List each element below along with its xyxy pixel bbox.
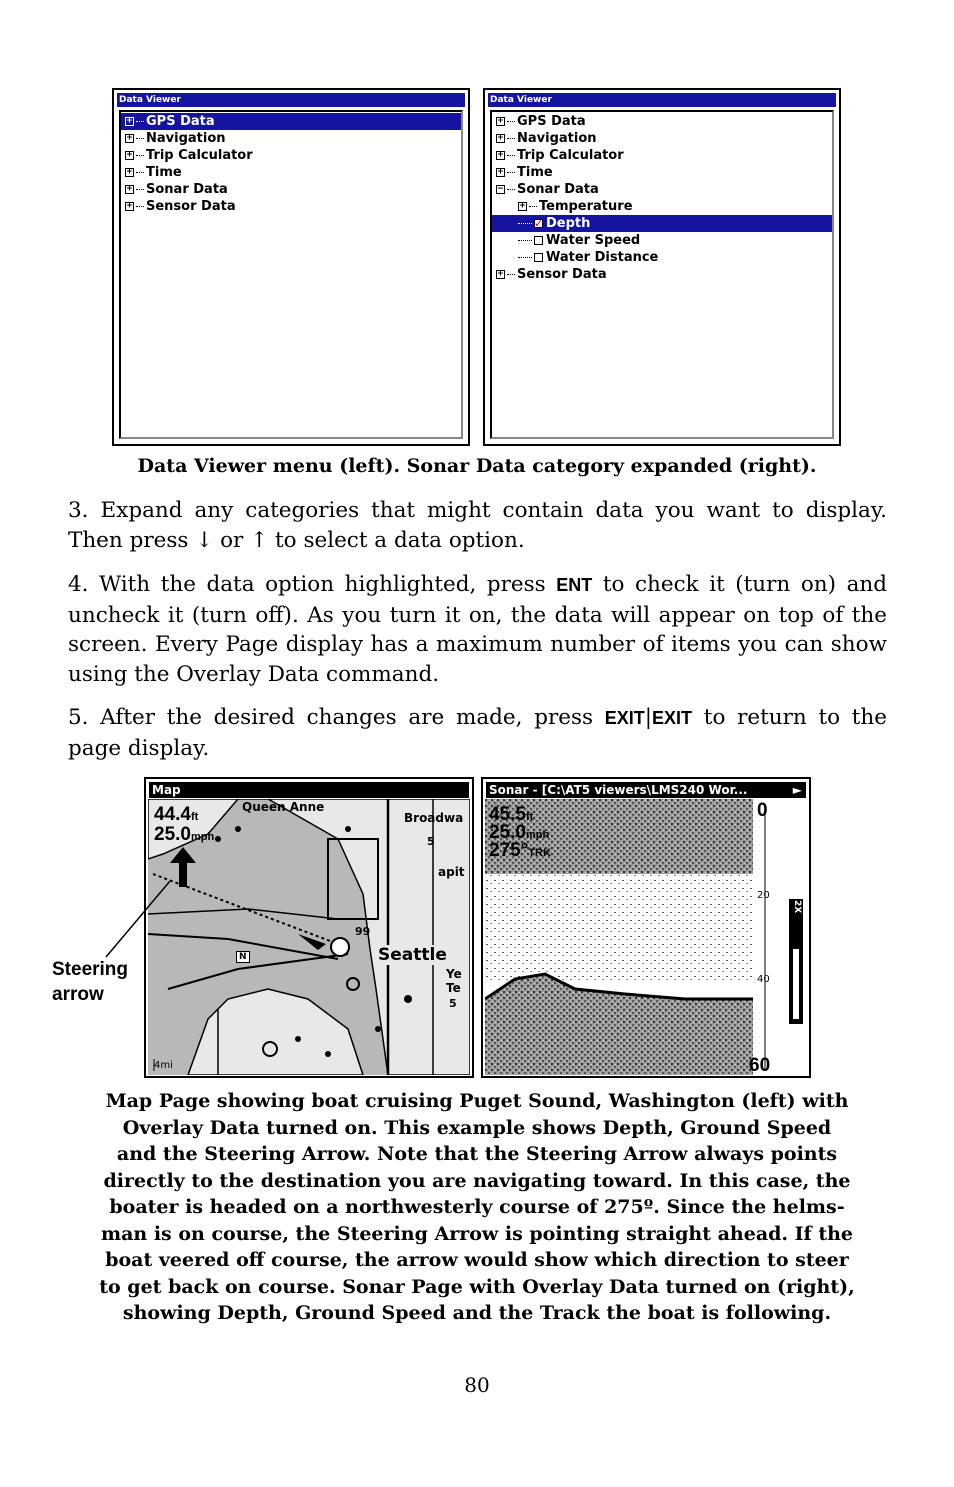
expand-icon[interactable]: +	[497, 167, 504, 177]
tree-connector	[529, 206, 537, 207]
place-label-capitol: apit	[438, 865, 465, 879]
tree-connector	[507, 138, 515, 139]
tree-connector	[136, 121, 144, 122]
track-unit: TRK	[528, 847, 551, 859]
tree-item-label: Trip Calculator	[146, 148, 253, 163]
figure-caption-2	[40, 1088, 914, 1327]
tree-connector	[136, 189, 144, 190]
scroll-right-icon: ►	[792, 783, 802, 797]
track-value: 275°	[489, 840, 529, 861]
sonar-title-bar	[486, 782, 806, 798]
category-tree	[492, 113, 832, 283]
place-label-te: Te	[446, 981, 461, 995]
tree-connector	[518, 257, 532, 258]
tree-item-label: Temperature	[539, 199, 633, 214]
tree-connector	[507, 172, 515, 173]
callout-line-1: Steering	[52, 959, 129, 980]
tree-item-label: Time	[517, 165, 553, 180]
tree-item-label: Sonar Data	[146, 182, 228, 197]
tree-connector	[507, 155, 515, 156]
map-page-screenshot	[144, 777, 474, 1078]
speed-readout	[154, 825, 214, 847]
data-viewer-right-screenshot	[483, 88, 841, 446]
data-viewer-left-screenshot	[112, 88, 470, 446]
map-scale: 4mi	[154, 1060, 173, 1071]
tree-item[interactable]	[492, 198, 832, 215]
tree-item[interactable]	[492, 215, 832, 232]
category-tree	[121, 113, 461, 215]
tree-connector	[136, 155, 144, 156]
tree-item[interactable]	[121, 147, 461, 164]
tree-panel	[490, 110, 834, 439]
tree-connector	[136, 138, 144, 139]
expand-icon[interactable]: +	[497, 150, 504, 160]
figure-caption-1: Data Viewer menu (left). Sonar Data category expanded (right).	[137, 455, 817, 477]
tree-connector	[507, 274, 515, 275]
expand-icon[interactable]: +	[126, 167, 133, 177]
tree-item[interactable]	[492, 130, 832, 147]
speed-unit: mph	[190, 831, 215, 843]
place-label-seattle: Seattle	[378, 945, 447, 965]
depth-scale-bottom: 60	[749, 1055, 771, 1076]
depth-scale-mid: 40	[757, 974, 770, 985]
marker-label: N	[236, 951, 250, 963]
track-readout	[489, 841, 551, 863]
expand-icon[interactable]: +	[497, 116, 504, 126]
caption-line: boat veered off course, the arrow would show which direction to steer	[105, 1249, 849, 1271]
tree-item-label: GPS Data	[146, 114, 215, 129]
checked-checkbox-icon[interactable]	[534, 219, 543, 228]
highway-shield: 5	[449, 997, 457, 1010]
caption-line: Overlay Data turned on. This example shows Depth, Ground Speed	[122, 1116, 832, 1139]
ent-key: ENT	[556, 575, 593, 595]
step-4-text: 4. With the data option highlighted, press	[68, 572, 557, 597]
tree-item-label: Sensor Data	[146, 199, 236, 214]
down-arrow-icon: ↓	[195, 527, 214, 553]
window-title: Data Viewer	[488, 93, 836, 107]
exit-key: EXIT	[652, 708, 693, 728]
tree-item[interactable]	[492, 164, 832, 181]
expand-icon[interactable]: +	[126, 150, 133, 160]
step-4-text-end: to check it (turn on) and uncheck it (turn off). As you turn it on, the data will appear on top of the screen. Every Page display has a maximum number of items you can show using the Overlay Data command.	[68, 572, 887, 687]
key-separator: |	[644, 705, 653, 730]
depth-unit: ft	[190, 811, 199, 823]
expand-icon[interactable]: +	[519, 201, 526, 211]
tree-connector	[518, 240, 532, 241]
tree-connector	[507, 189, 515, 190]
tree-item-label: GPS Data	[517, 114, 586, 129]
step-4-paragraph	[68, 570, 887, 689]
expand-icon[interactable]: +	[126, 133, 133, 143]
expand-icon[interactable]: +	[497, 269, 504, 279]
tree-item-label: Water Speed	[546, 233, 641, 248]
tree-item-label: Trip Calculator	[517, 148, 624, 163]
tree-item[interactable]	[121, 130, 461, 147]
speed-value: 25.0	[154, 824, 191, 845]
depth-value: 44.4	[154, 804, 191, 825]
tree-item[interactable]	[492, 249, 832, 266]
place-label-queen-anne: Queen Anne	[242, 800, 325, 814]
window-title: Data Viewer	[117, 93, 465, 107]
sonar-title: Sonar - [C:\AT5 viewers\LMS240 Wor...	[489, 783, 748, 797]
up-arrow-icon: ↑	[250, 527, 269, 553]
tree-connector	[136, 206, 144, 207]
tree-item[interactable]	[492, 147, 832, 164]
depth-unit: ft	[525, 811, 534, 823]
caption-line: to get back on course. Sonar Page with Overlay Data turned on (right),	[99, 1275, 855, 1298]
expand-icon[interactable]: +	[126, 184, 133, 194]
highway-shield: 99	[355, 925, 371, 938]
tree-item-label: Navigation	[517, 131, 597, 146]
place-label-broadway: Broadwa	[404, 811, 464, 825]
steering-arrow-callout	[52, 957, 128, 1007]
caption-line: showing Depth, Ground Speed and the Track the boat is following.	[122, 1302, 832, 1324]
depth-value: 45.5	[489, 804, 526, 825]
caption-line: Map Page showing boat cruising Puget Sound, Washington (left) with	[105, 1090, 849, 1112]
tree-connector	[518, 223, 532, 224]
sonar-page-screenshot	[481, 777, 811, 1078]
expand-icon[interactable]: +	[126, 116, 133, 126]
highway-shield: 5	[427, 835, 435, 848]
depth-scale-mid: 20	[757, 890, 770, 901]
tree-item-label: Time	[146, 165, 182, 180]
callout-leader-line	[100, 873, 180, 963]
caption-line: man is on course, the Steering Arrow is pointing straight ahead. If the	[101, 1222, 853, 1245]
tree-item[interactable]	[492, 181, 832, 198]
tree-item[interactable]	[121, 113, 461, 130]
speed-value: 25.0	[489, 822, 526, 843]
tree-item[interactable]	[492, 266, 832, 283]
tree-item-label: Depth	[546, 216, 591, 231]
tree-item-label: Navigation	[146, 131, 226, 146]
tree-connector	[507, 121, 515, 122]
step-5-text-end: to return to the page display.	[68, 705, 887, 761]
tree-item-label: Sonar Data	[517, 182, 599, 197]
checkbox-icon[interactable]	[534, 236, 543, 245]
tree-item[interactable]	[492, 232, 832, 249]
tree-item-label: Water Distance	[546, 250, 659, 265]
step-3-or: or	[213, 527, 251, 553]
expand-icon[interactable]: +	[497, 133, 504, 143]
step-5-text: 5. After the desired changes are made, press	[68, 705, 605, 730]
page-number: 80	[464, 1373, 490, 1397]
exit-key: EXIT	[604, 708, 645, 728]
map-title-bar: Map	[149, 782, 469, 798]
caption-line: directly to the destination you are navigating toward. In this case, the	[103, 1169, 851, 1192]
tree-item[interactable]	[121, 164, 461, 181]
step-5-paragraph	[68, 703, 887, 763]
tree-item[interactable]	[121, 198, 461, 215]
checkbox-icon[interactable]	[534, 253, 543, 262]
speed-unit: mph	[525, 829, 550, 841]
collapse-icon[interactable]: −	[497, 184, 504, 194]
step-3-paragraph	[68, 496, 887, 555]
step-3-text: 3. Expand any categories that might contain data you want to display. Then press	[68, 498, 887, 553]
caption-line: boater is headed on a northwesterly course of 275º. Since the helms-	[109, 1196, 845, 1218]
expand-icon[interactable]: +	[126, 201, 133, 211]
tree-panel	[119, 110, 463, 439]
tree-item[interactable]	[121, 181, 461, 198]
tree-item[interactable]	[492, 113, 832, 130]
callout-line-2: arrow	[52, 984, 104, 1005]
caption-line: and the Steering Arrow. Note that the Steering Arrow always points	[116, 1143, 838, 1165]
tree-item-label: Sensor Data	[517, 267, 607, 282]
tree-connector	[136, 172, 144, 173]
step-3-text-end: to select a data option.	[268, 527, 525, 553]
place-label-ye: Ye	[446, 967, 462, 981]
depth-scale-top: 0	[757, 800, 768, 821]
zoom-indicator: 2X	[792, 900, 802, 914]
